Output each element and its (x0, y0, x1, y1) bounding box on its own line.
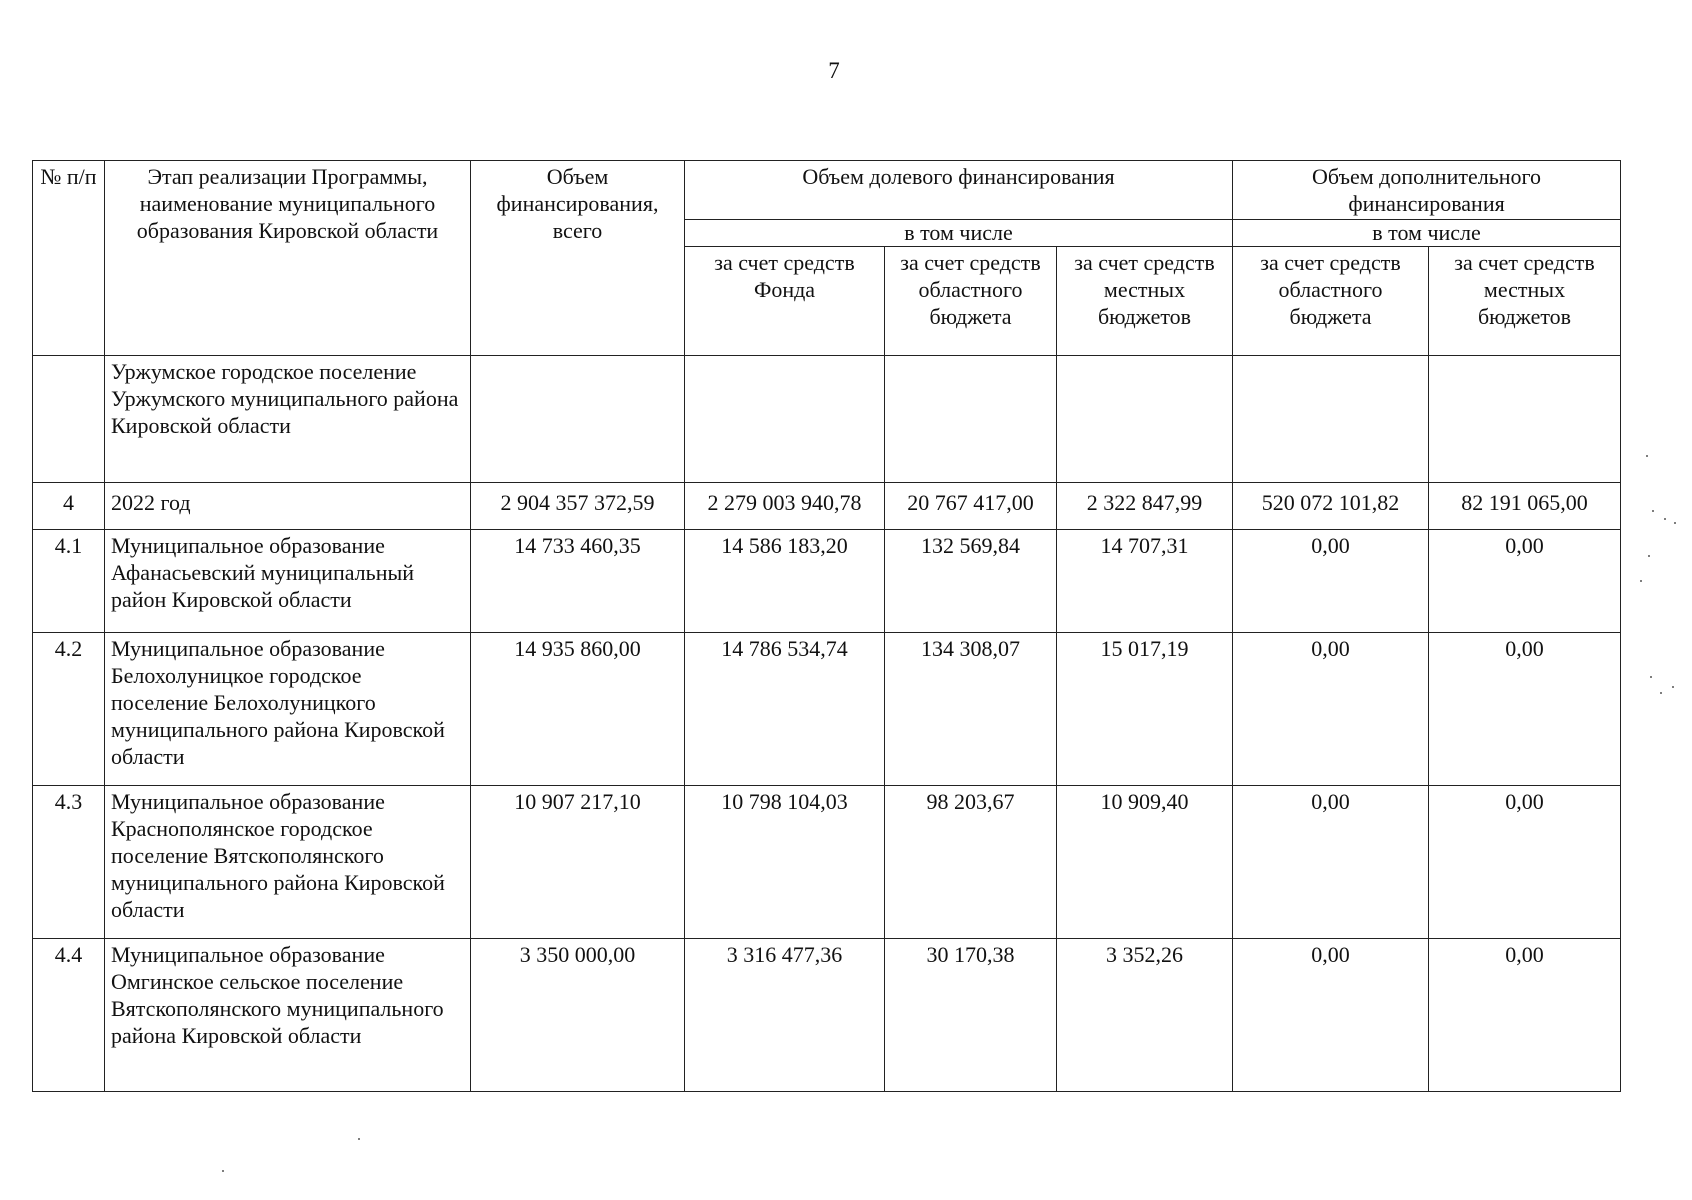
cell-num: 4.3 (33, 786, 105, 939)
cell-local: 15 017,19 (1057, 633, 1233, 786)
cell-total: 2 904 357 372,59 (471, 483, 685, 530)
cell-add-local: 0,00 (1429, 786, 1621, 939)
cell-total: 10 907 217,10 (471, 786, 685, 939)
cell-regional: 134 308,07 (885, 633, 1057, 786)
header-additional-financing: Объем дополнительного финансирования (1233, 161, 1621, 220)
cell-local: 3 352,26 (1057, 939, 1233, 1092)
cell-name: Муниципальное образование Белохолуницкое городское поселение Белохолуницкого муниципального района Кировской области (105, 633, 471, 786)
cell-add-regional: 520 072 101,82 (1233, 483, 1429, 530)
cell-regional: 98 203,67 (885, 786, 1057, 939)
cell-add-regional (1233, 356, 1429, 483)
cell-num: 4 (33, 483, 105, 530)
cell-add-local: 0,00 (1429, 530, 1621, 633)
cell-total: 14 935 860,00 (471, 633, 685, 786)
cell-name: Муниципальное образование Краснополянское городское поселение Вятскополянского муниципального района Кировской области (105, 786, 471, 939)
cell-num: 4.4 (33, 939, 105, 1092)
header-total: Объем финансирования, всего (471, 161, 685, 356)
header-including-shared: в том числе (685, 220, 1233, 247)
cell-num: 4.1 (33, 530, 105, 633)
table-row (33, 530, 1621, 633)
table-row (33, 939, 1621, 1092)
cell-name: Муниципальное образование Омгинское сельское поселение Вятскополянского муниципального района Кировской области (105, 939, 471, 1092)
cell-num (33, 356, 105, 483)
cell-regional: 132 569,84 (885, 530, 1057, 633)
cell-add-regional: 0,00 (1233, 786, 1429, 939)
header-local: за счет средств местных бюджетов (1057, 247, 1233, 356)
cell-total: 14 733 460,35 (471, 530, 685, 633)
header-add-regional: за счет средств областного бюджета (1233, 247, 1429, 356)
cell-regional: 20 767 417,00 (885, 483, 1057, 530)
cell-name: Уржумское городское поселение Уржумского муниципального района Кировской области (105, 356, 471, 483)
cell-total: 3 350 000,00 (471, 939, 685, 1092)
cell-fund (685, 356, 885, 483)
table-row (33, 633, 1621, 786)
cell-fund: 14 586 183,20 (685, 530, 885, 633)
cell-add-regional: 0,00 (1233, 530, 1429, 633)
cell-local: 2 322 847,99 (1057, 483, 1233, 530)
header-regional: за счет средств областного бюджета (885, 247, 1057, 356)
cell-add-local: 0,00 (1429, 633, 1621, 786)
cell-total (471, 356, 685, 483)
cell-name: 2022 год (105, 483, 471, 530)
header-fund: за счет средств Фонда (685, 247, 885, 356)
table-row-continuation (33, 356, 1621, 483)
cell-fund: 2 279 003 940,78 (685, 483, 885, 530)
cell-regional: 30 170,38 (885, 939, 1057, 1092)
financing-table (32, 160, 1621, 1092)
cell-fund: 14 786 534,74 (685, 633, 885, 786)
cell-add-regional: 0,00 (1233, 633, 1429, 786)
cell-fund: 3 316 477,36 (685, 939, 885, 1092)
header-number: № п/п (33, 161, 105, 356)
cell-local (1057, 356, 1233, 483)
header-stage: Этап реализации Программы, наименование муниципального образования Кировской области (105, 161, 471, 356)
cell-add-local: 0,00 (1429, 939, 1621, 1092)
cell-local: 10 909,40 (1057, 786, 1233, 939)
page-number: 7 (828, 58, 840, 83)
cell-add-local (1429, 356, 1621, 483)
cell-fund: 10 798 104,03 (685, 786, 885, 939)
header-shared-financing: Объем долевого финансирования (685, 161, 1233, 220)
cell-num: 4.2 (33, 633, 105, 786)
header-including-additional: в том числе (1233, 220, 1621, 247)
cell-regional (885, 356, 1057, 483)
cell-add-regional: 0,00 (1233, 939, 1429, 1092)
cell-name: Муниципальное образование Афанасьевский муниципальный район Кировской области (105, 530, 471, 633)
header-add-local: за счет средств местных бюджетов (1429, 247, 1621, 356)
cell-local: 14 707,31 (1057, 530, 1233, 633)
table-row (33, 786, 1621, 939)
cell-add-local: 82 191 065,00 (1429, 483, 1621, 530)
table-row (33, 483, 1621, 530)
